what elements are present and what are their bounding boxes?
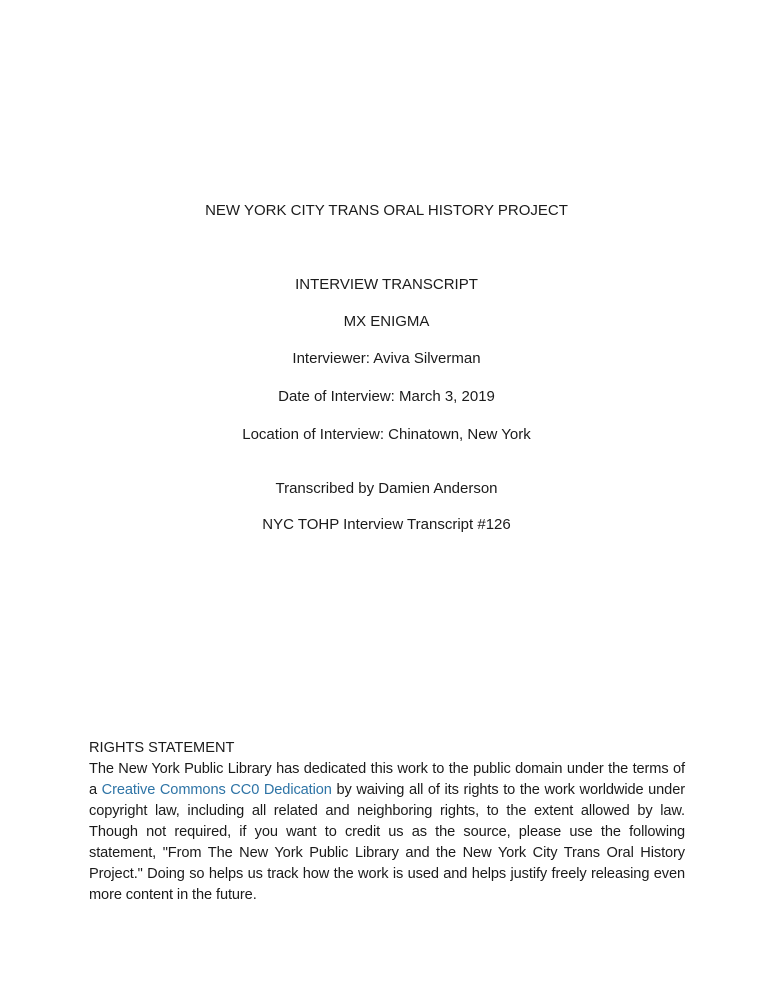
rights-statement-section: [89, 738, 685, 906]
interview-location-line: Location of Interview: Chinatown, New York: [242, 426, 531, 443]
transcriber-line: Transcribed by Damien Anderson: [275, 480, 498, 497]
rights-statement-heading: RIGHTS STATEMENT: [89, 740, 235, 756]
project-title: NEW YORK CITY TRANS ORAL HISTORY PROJECT: [205, 202, 568, 219]
rights-statement-body: [89, 759, 685, 906]
interviewee-name: MX ENIGMA: [343, 313, 430, 330]
transcript-number-line: NYC TOHP Interview Transcript #126: [262, 516, 511, 533]
rights-text-before-link: The New York Public Library has dedicated this work to the public domain under the terms of a: [89, 761, 685, 798]
interviewer-line: Interviewer: Aviva Silverman: [292, 350, 481, 367]
document-type-heading: INTERVIEW TRANSCRIPT: [295, 276, 478, 293]
interview-date-line: Date of Interview: March 3, 2019: [278, 388, 495, 405]
creative-commons-cc0-link[interactable]: Creative Commons CC0 Dedication: [101, 782, 332, 798]
rights-text-after-link: by waiving all of its rights to the work worldwide under copyright law, including all related and neighboring rights, to the extent allowed by law. Though not required, if you want to credit us as the source, please use the following statement, "From The New York Public Library and the New York City Trans Oral History Project." Doing so helps us track how the work is used and helps justify freely releasing even more content in the future.: [89, 782, 685, 903]
